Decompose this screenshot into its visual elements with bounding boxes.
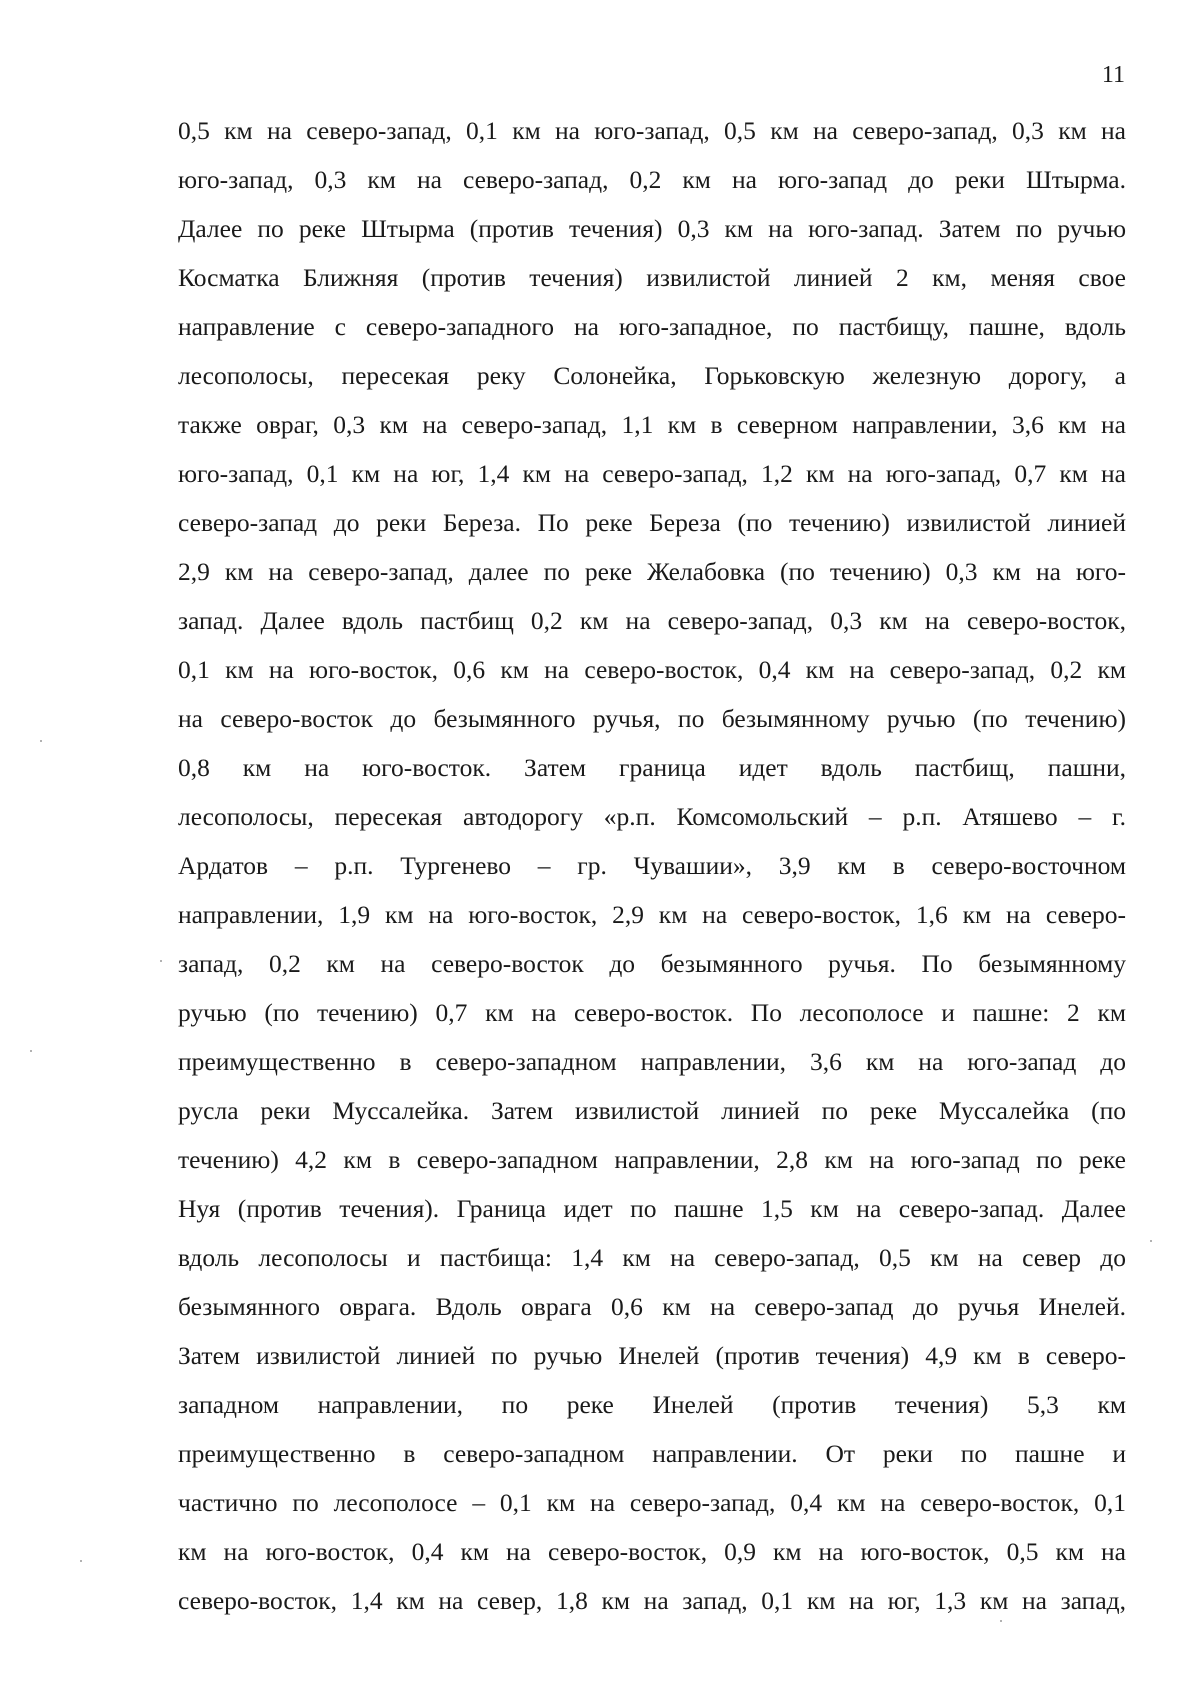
text-line: на северо-восток до безымянного ручья, по безымянному ручью (по течению) xyxy=(178,704,1126,733)
text-line: Косматка Ближняя (против течения) извилистой линией 2 км, меняя свое xyxy=(178,263,1126,292)
text-line: 0,8 км на юго-восток. Затем граница идет вдоль пастбищ, пашни, xyxy=(178,753,1126,782)
text-line: частично по лесополосе – 0,1 км на северо-запад, 0,4 км на северо-восток, 0,1 xyxy=(178,1488,1126,1517)
body-paragraph xyxy=(178,106,1126,1625)
text-line: направление с северо-западного на юго-западное, по пастбищу, пашне, вдоль xyxy=(178,312,1126,341)
text-line: км на юго-восток, 0,4 км на северо-восток, 0,9 км на юго-восток, 0,5 км на xyxy=(178,1537,1126,1566)
text-line: 0,1 км на юго-восток, 0,6 км на северо-восток, 0,4 км на северо-запад, 0,2 км xyxy=(178,655,1126,684)
text-line: направлении, 1,9 км на юго-восток, 2,9 км на северо-восток, 1,6 км на северо- xyxy=(178,900,1126,929)
text-line: русла реки Муссалейка. Затем извилистой линией по реке Муссалейка (по xyxy=(178,1096,1126,1125)
text-line: северо-запад до реки Береза. По реке Береза (по течению) извилистой линией xyxy=(178,508,1126,537)
text-line: 2,9 км на северо-запад, далее по реке Желабовка (по течению) 0,3 км на юго- xyxy=(178,557,1126,586)
text-line: запад, 0,2 км на северо-восток до безымянного ручья. По безымянному xyxy=(178,949,1126,978)
scan-speck xyxy=(30,1050,32,1052)
text-line: вдоль лесополосы и пастбища: 1,4 км на северо-запад, 0,5 км на север до xyxy=(178,1243,1126,1272)
text-line: ручью (по течению) 0,7 км на северо-восток. По лесополосе и пашне: 2 км xyxy=(178,998,1126,1027)
scan-speck xyxy=(160,960,162,962)
text-line: течению) 4,2 км в северо-западном направлении, 2,8 км на юго-запад по реке xyxy=(178,1145,1126,1174)
text-line: также овраг, 0,3 км на северо-запад, 1,1 км в северном направлении, 3,6 км на xyxy=(178,410,1126,439)
text-line: преимущественно в северо-западном направлении. От реки по пашне и xyxy=(178,1439,1126,1468)
scan-speck xyxy=(80,1560,82,1562)
text-line: западном направлении, по реке Инелей (против течения) 5,3 км xyxy=(178,1390,1126,1419)
scan-speck xyxy=(1000,1620,1002,1622)
text-line: лесополосы, пересекая реку Солонейка, Горьковскую железную дорогу, а xyxy=(178,361,1126,390)
text-line: Затем извилистой линией по ручью Инелей (против течения) 4,9 км в северо- xyxy=(178,1341,1126,1370)
page-number: 11 xyxy=(1101,62,1125,88)
text-line: лесополосы, пересекая автодорогу «р.п. Комсомольский – р.п. Атяшево – г. xyxy=(178,802,1126,831)
scan-speck xyxy=(1150,1240,1152,1242)
scan-speck xyxy=(40,740,42,742)
text-line: безымянного оврага. Вдоль оврага 0,6 км на северо-запад до ручья Инелей. xyxy=(178,1292,1126,1321)
text-line: Ардатов – р.п. Тургенево – гр. Чувашии», 3,9 км в северо-восточном xyxy=(178,851,1126,880)
text-line: Далее по реке Штырма (против течения) 0,3 км на юго-запад. Затем по ручью xyxy=(178,214,1126,243)
text-line: юго-запад, 0,3 км на северо-запад, 0,2 км на юго-запад до реки Штырма. xyxy=(178,165,1126,194)
text-line: 0,5 км на северо-запад, 0,1 км на юго-запад, 0,5 км на северо-запад, 0,3 км на xyxy=(178,116,1126,145)
text-line: запад. Далее вдоль пастбищ 0,2 км на северо-запад, 0,3 км на северо-восток, xyxy=(178,606,1126,635)
text-line: преимущественно в северо-западном направлении, 3,6 км на юго-запад до xyxy=(178,1047,1126,1076)
text-line: Нуя (против течения). Граница идет по пашне 1,5 км на северо-запад. Далее xyxy=(178,1194,1126,1223)
text-line: северо-восток, 1,4 км на север, 1,8 км на запад, 0,1 км на юг, 1,3 км на запад, xyxy=(178,1586,1126,1615)
text-line: юго-запад, 0,1 км на юг, 1,4 км на северо-запад, 1,2 км на юго-запад, 0,7 км на xyxy=(178,459,1126,488)
